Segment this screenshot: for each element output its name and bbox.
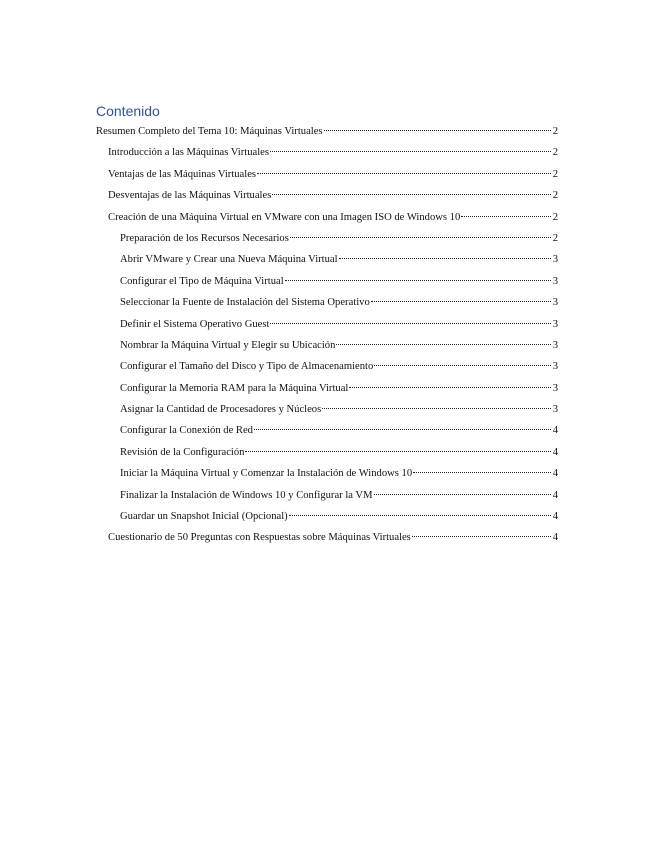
toc-leader-dots	[374, 365, 551, 366]
toc-entry[interactable]	[96, 228, 558, 249]
toc-entry-page: 3	[552, 382, 558, 394]
toc-leader-dots	[289, 515, 551, 516]
toc-leader-dots	[339, 258, 551, 259]
toc-entry-text: Configurar el Tipo de Máquina Virtual	[120, 275, 284, 287]
toc-entry[interactable]	[96, 142, 558, 163]
toc-entry-page: 3	[552, 339, 558, 351]
toc-entry-text: Ventajas de las Máquinas Virtuales	[108, 168, 257, 180]
toc-list	[96, 121, 558, 549]
toc-entry[interactable]	[96, 314, 558, 335]
toc-entry[interactable]	[96, 207, 558, 228]
toc-entry-text: Resumen Completo del Tema 10: Máquinas Virtuales	[96, 126, 323, 137]
toc-entry-page: 2	[552, 168, 558, 180]
toc-entry-page: 2	[552, 126, 558, 137]
toc-entry[interactable]	[96, 335, 558, 356]
toc-entry-text: Finalizar la Instalación de Windows 10 y Configurar la VM	[120, 489, 373, 501]
toc-entry[interactable]	[96, 527, 558, 548]
toc-entry-page: 2	[552, 190, 558, 202]
toc-entry-text: Asignar la Cantidad de Procesadores y Núcleos	[120, 404, 322, 416]
toc-entry-page: 4	[552, 425, 558, 437]
toc-entry[interactable]	[96, 249, 558, 270]
toc-leader-dots	[412, 536, 551, 537]
toc-leader-dots	[245, 451, 551, 452]
toc-entry[interactable]	[96, 185, 558, 206]
toc-entry-page: 3	[552, 318, 558, 330]
toc-entry-text: Preparación de los Recursos Necesarios	[120, 232, 289, 244]
toc-entry[interactable]	[96, 378, 558, 399]
toc-entry[interactable]	[96, 121, 558, 142]
toc-entry-text: Cuestionario de 50 Preguntas con Respuestas sobre Máquinas Virtuales	[108, 532, 411, 544]
toc-entry-page: 2	[552, 147, 558, 159]
toc-leader-dots	[254, 429, 551, 430]
toc-leader-dots	[336, 344, 551, 345]
toc-entry-page: 3	[552, 404, 558, 416]
toc-entry[interactable]	[96, 442, 558, 463]
toc-entry-text: Guardar un Snapshot Inicial (Opcional)	[120, 511, 288, 523]
toc-entry-text: Configurar el Tamaño del Disco y Tipo de Almacenamiento	[120, 361, 374, 373]
toc-leader-dots	[324, 130, 551, 131]
toc-entry-page: 3	[552, 254, 558, 266]
toc-entry-text: Definir el Sistema Operativo Guest	[120, 318, 270, 330]
toc-entry-text: Configurar la Conexión de Red	[120, 425, 253, 437]
toc-leader-dots	[461, 216, 551, 217]
toc-leader-dots	[322, 408, 551, 409]
toc-entry-page: 2	[552, 232, 558, 244]
toc-leader-dots	[270, 151, 551, 152]
toc-entry-text: Revisión de la Configuración	[120, 446, 245, 458]
toc-entry-page: 4	[552, 468, 558, 480]
toc-entry-text: Desventajas de las Máquinas Virtuales	[108, 190, 272, 202]
toc-entry[interactable]	[96, 356, 558, 377]
toc-entry-page: 3	[552, 275, 558, 287]
toc-entry-page: 4	[552, 511, 558, 523]
toc-entry[interactable]	[96, 271, 558, 292]
toc-entry[interactable]	[96, 463, 558, 484]
toc-entry-page: 4	[552, 532, 558, 544]
toc-leader-dots	[285, 280, 551, 281]
toc-entry[interactable]	[96, 506, 558, 527]
toc-leader-dots	[257, 173, 551, 174]
toc-entry[interactable]	[96, 292, 558, 313]
toc-entry-page: 2	[552, 211, 558, 223]
toc-entry[interactable]	[96, 164, 558, 185]
toc-entry-text: Creación de una Máquina Virtual en VMware con una Imagen ISO de Windows 10	[108, 211, 461, 223]
toc-entry[interactable]	[96, 485, 558, 506]
toc-title: Contenido	[96, 103, 160, 119]
toc-entry[interactable]	[96, 420, 558, 441]
toc-leader-dots	[272, 194, 551, 195]
toc-leader-dots	[413, 472, 551, 473]
toc-leader-dots	[374, 494, 552, 495]
toc-leader-dots	[371, 301, 551, 302]
toc-entry-page: 3	[552, 361, 558, 373]
toc-entry-text: Iniciar la Máquina Virtual y Comenzar la Instalación de Windows 10	[120, 468, 413, 480]
toc-entry-text: Nombrar la Máquina Virtual y Elegir su Ubicación	[120, 339, 336, 351]
toc-entry[interactable]	[96, 399, 558, 420]
toc-entry-text: Abrir VMware y Crear una Nueva Máquina Virtual	[120, 254, 338, 266]
toc-entry-text: Introducción a las Máquinas Virtuales	[108, 147, 269, 159]
toc-entry-text: Seleccionar la Fuente de Instalación del Sistema Operativo	[120, 297, 370, 309]
toc-entry-page: 4	[552, 446, 558, 458]
toc-leader-dots	[270, 323, 551, 324]
toc-leader-dots	[290, 237, 551, 238]
toc-entry-text: Configurar la Memoria RAM para la Máquina Virtual	[120, 382, 349, 394]
toc-entry-page: 4	[552, 489, 558, 501]
toc-entry-page: 3	[552, 297, 558, 309]
toc-leader-dots	[349, 387, 551, 388]
